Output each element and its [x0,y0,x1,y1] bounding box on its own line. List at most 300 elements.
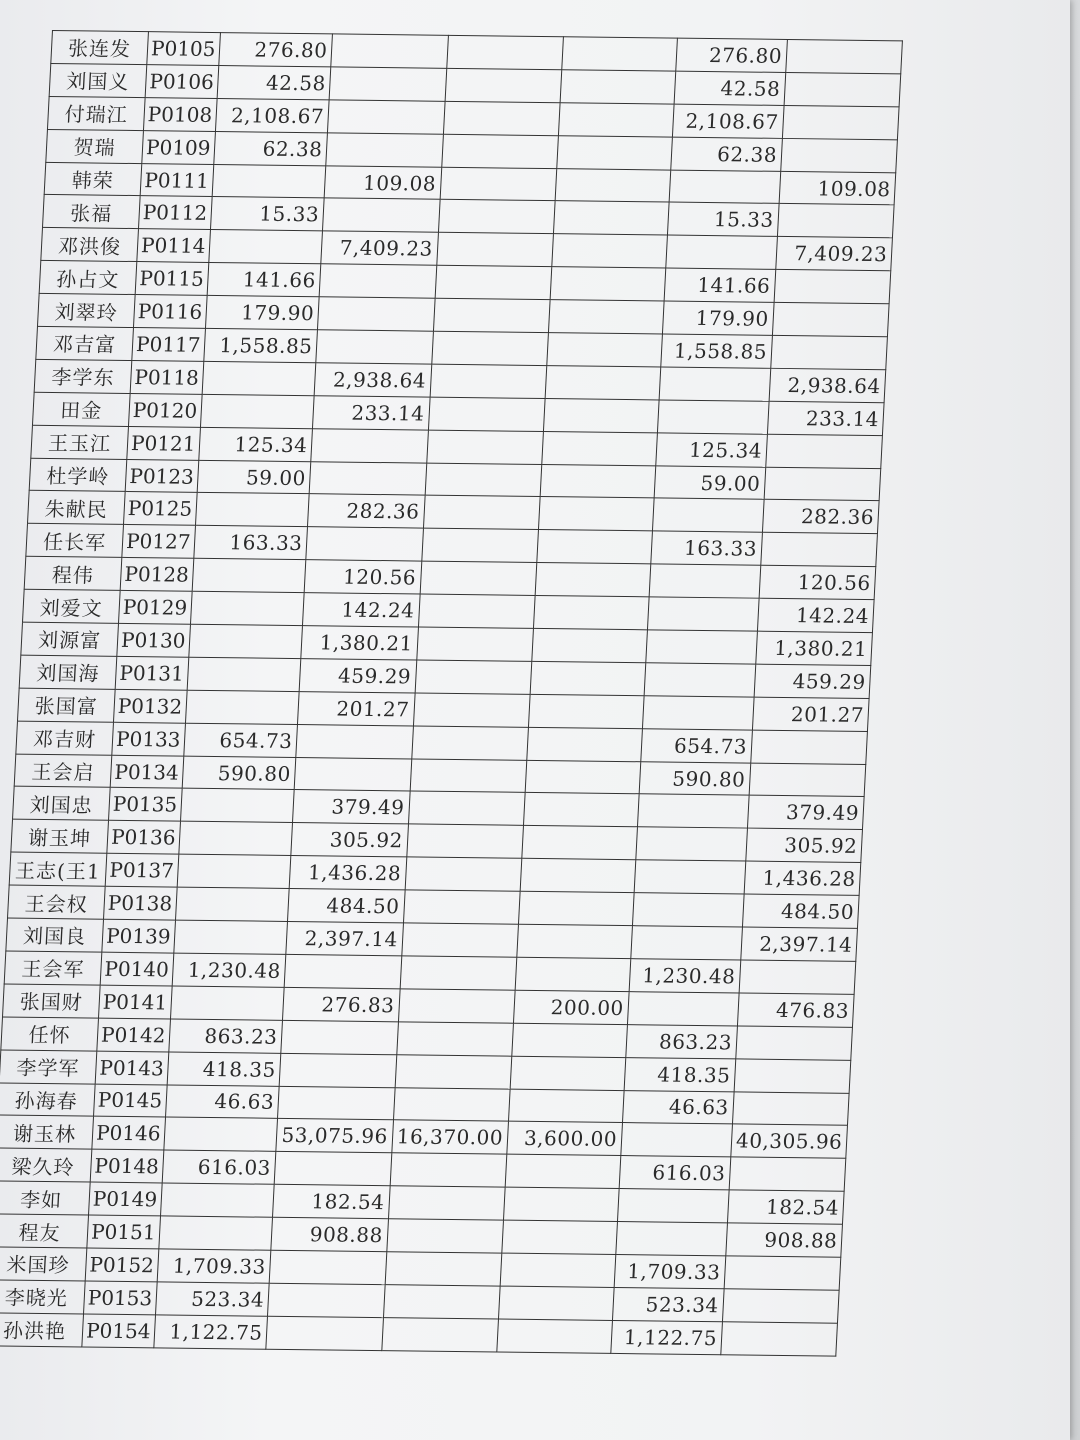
cell-code: P0120 [128,393,202,427]
cell-amount-d [518,891,634,925]
cell-amount-f: 233.14 [767,401,884,435]
cell-amount-a: 179.90 [206,296,320,330]
cell-amount-c [446,35,563,69]
cell-amount-a: 276.80 [219,33,333,67]
cell-amount-b: 484.50 [288,889,405,923]
cell-amount-c [383,1285,500,1319]
cell-code: P0127 [122,525,196,559]
cell-amount-b: 1,436.28 [290,856,407,890]
cell-amount-b: 459.29 [300,659,417,693]
cell-name: 张国财 [3,984,101,1018]
cell-name: 谢玉坤 [11,819,109,853]
cell-amount-c [425,463,542,497]
cell-amount-a: 1,122.75 [154,1315,268,1349]
cell-code: P0114 [137,229,211,263]
cell-name: 朱献民 [27,491,125,525]
cell-amount-c [388,1186,505,1220]
cell-amount-e: 62.38 [671,137,783,171]
cell-amount-d [522,826,638,860]
cell-amount-d: 200.00 [513,990,629,1024]
cell-amount-c [386,1219,503,1253]
cell-amount-b: 379.49 [293,790,410,824]
cell-amount-a: 15.33 [211,197,325,231]
cell-name: 程伟 [24,556,122,590]
cell-amount-a [191,591,305,625]
cell-amount-d [558,102,674,136]
cell-amount-d [525,760,641,794]
cell-name: 孙占文 [39,261,137,295]
cell-amount-b [319,264,436,298]
cell-amount-f [786,39,903,73]
cell-amount-a [176,887,290,921]
cell-amount-e: 616.03 [619,1156,731,1190]
cell-name: 张福 [42,195,140,229]
cell-amount-f [771,335,888,369]
cell-amount-d [528,694,644,728]
cell-amount-b: 109.08 [324,165,441,199]
cell-amount-f: 182.54 [727,1190,844,1224]
cell-amount-f: 908.88 [726,1223,843,1257]
cell-code: P0123 [125,459,199,493]
cell-name: 任长军 [26,524,124,558]
cell-code: P0106 [145,65,219,99]
cell-amount-c [406,824,523,858]
cell-name: 刘源富 [21,622,119,656]
cell-amount-b [266,1316,383,1350]
cell-amount-e: 863.23 [626,1024,738,1058]
cell-amount-c [410,759,527,793]
cell-name: 韩荣 [44,162,142,196]
cell-amount-a [186,690,300,724]
cell-code: P0134 [110,755,184,789]
cell-amount-f [784,72,901,106]
cell-amount-b [295,757,412,791]
cell-amount-f [749,763,866,797]
cell-amount-d [530,661,646,695]
cell-amount-d [548,300,664,334]
cell-amount-b [296,724,413,758]
cell-amount-a [189,624,303,658]
cell-code: P0154 [82,1314,156,1348]
cell-amount-f [781,138,898,172]
cell-amount-d [543,398,659,432]
cell-amount-c [401,923,518,957]
cell-amount-e [637,794,749,828]
cell-amount-f [774,270,891,304]
cell-amount-c [398,989,515,1023]
cell-amount-f: 2,938.64 [769,368,886,402]
cell-amount-b [309,461,426,495]
cell-amount-f [722,1289,839,1323]
cell-amount-f: 476.83 [737,993,854,1027]
cell-code: P0121 [127,426,201,460]
cell-amount-f [772,302,889,336]
cell-amount-e [621,1123,733,1157]
cell-amount-e [631,926,743,960]
cell-amount-d: 3,600.00 [507,1122,623,1156]
cell-amount-e: 179.90 [662,301,774,335]
cell-amount-a [212,164,326,198]
cell-amount-d [542,431,658,465]
cell-code: P0111 [140,163,214,197]
cell-amount-a: 616.03 [163,1150,277,1184]
cell-code: P0137 [105,853,179,887]
cell-amount-a: 1,558.85 [204,328,318,362]
cell-code: P0152 [85,1248,159,1282]
cell-amount-e: 523.34 [612,1287,724,1321]
cell-amount-e: 418.35 [624,1057,736,1091]
cell-amount-f: 1,380.21 [756,631,873,665]
cell-amount-b: 182.54 [273,1184,390,1218]
cell-name: 米国珍 [0,1247,87,1281]
cell-amount-c [426,430,543,464]
cell-name: 田金 [32,392,130,426]
cell-amount-b: 201.27 [298,691,415,725]
cell-amount-e: 654.73 [641,728,753,762]
cell-amount-d [540,464,656,498]
cell-amount-e [647,597,759,631]
cell-amount-a [159,1216,273,1250]
cell-amount-d [560,70,676,104]
ledger-table [0,30,903,1356]
cell-name: 邓洪俊 [41,228,139,262]
cell-amount-b: 7,409.23 [321,231,438,265]
cell-amount-a: 2,108.67 [216,98,330,132]
cell-amount-e: 1,709.33 [614,1254,726,1288]
cell-amount-f: 379.49 [747,796,864,830]
cell-amount-e: 46.63 [622,1090,734,1124]
cell-amount-a [203,361,317,395]
cell-amount-b [318,297,435,331]
cell-amount-e [649,564,761,598]
cell-amount-b: 908.88 [271,1217,388,1251]
cell-amount-e [652,498,764,532]
cell-code: P0125 [123,492,197,526]
cell-amount-f [766,434,883,468]
cell-amount-a: 1,230.48 [173,953,287,987]
cell-amount-e [657,400,769,434]
ledger-body [0,31,903,1356]
cell-amount-c [428,397,545,431]
cell-name: 刘翠玲 [37,293,135,327]
cell-amount-d [562,37,678,71]
cell-amount-d [500,1253,616,1287]
cell-amount-c [381,1317,498,1351]
cell-name: 张国富 [18,688,116,722]
cell-amount-b [280,1053,397,1087]
cell-amount-d [520,859,636,893]
cell-amount-c [420,561,537,595]
cell-amount-f: 120.56 [759,565,876,599]
cell-amount-f [729,1157,846,1191]
cell-amount-a: 141.66 [207,263,321,297]
cell-amount-d [512,1023,628,1057]
cell-amount-a: 42.58 [217,65,331,99]
cell-name: 杜学岭 [29,458,127,492]
cell-amount-f: 459.29 [754,664,871,698]
cell-amount-c [440,167,557,201]
cell-code: P0149 [89,1182,163,1216]
cell-amount-f [724,1256,841,1290]
cell-amount-b [275,1152,392,1186]
cell-amount-a [178,854,292,888]
cell-amount-c [415,660,532,694]
cell-amount-c [405,857,522,891]
cell-amount-e: 163.33 [651,531,763,565]
cell-amount-c [436,233,553,267]
cell-amount-b: 233.14 [313,396,430,430]
cell-amount-a: 62.38 [214,131,328,165]
cell-amount-b [306,527,423,561]
cell-amount-a: 125.34 [199,427,313,461]
cell-amount-f [734,1059,851,1093]
cell-amount-b [326,133,443,167]
cell-name: 李学东 [34,359,132,393]
cell-code: P0118 [130,360,204,394]
cell-amount-b: 142.24 [303,593,420,627]
cell-amount-c [443,101,560,135]
cell-amount-e [627,991,739,1025]
cell-amount-b: 282.36 [308,494,425,528]
cell-amount-d [550,267,666,301]
cell-code: P0140 [100,952,174,986]
cell-amount-f: 1,436.28 [744,861,861,895]
cell-amount-c [408,791,525,825]
cell-amount-f [736,1026,853,1060]
cell-amount-f: 282.36 [762,500,879,534]
cell-amount-e: 59.00 [654,465,766,499]
cell-name: 邓吉财 [16,721,114,755]
cell-amount-a: 654.73 [184,723,298,757]
cell-name: 谢玉林 [0,1115,94,1149]
cell-amount-e [644,663,756,697]
cell-code: P0138 [104,886,178,920]
cell-amount-b [311,428,428,462]
cell-amount-a [193,559,307,593]
cell-amount-e [659,367,771,401]
cell-amount-b: 1,380.21 [301,626,418,660]
cell-code: P0153 [84,1281,158,1315]
cell-code: P0105 [147,32,221,66]
cell-amount-a: 1,709.33 [158,1249,272,1283]
cell-amount-c [418,594,535,628]
cell-amount-c [438,200,555,234]
cell-amount-c [411,726,528,760]
cell-name: 张连发 [51,31,149,65]
cell-amount-c [400,956,517,990]
cell-amount-d [532,628,648,662]
cell-amount-e: 590.80 [639,761,751,795]
cell-amount-c: 16,370.00 [391,1120,508,1154]
cell-amount-f: 2,397.14 [741,927,858,961]
cell-code: P0139 [102,919,176,953]
cell-amount-d [508,1089,624,1123]
cell-code: P0136 [107,821,181,855]
cell-code: P0132 [113,689,187,723]
cell-amount-e: 276.80 [676,38,788,72]
cell-amount-c [393,1087,510,1121]
cell-name: 付瑞江 [47,96,145,130]
cell-amount-d [538,497,654,531]
cell-name: 王会军 [4,951,102,985]
cell-amount-f: 40,305.96 [731,1124,848,1158]
cell-amount-e: 42.58 [674,71,786,105]
cell-amount-c [423,496,540,530]
cell-amount-b [278,1086,395,1120]
cell-amount-a [196,493,310,527]
cell-amount-f [721,1322,838,1356]
cell-amount-d [552,234,668,268]
cell-amount-c [416,627,533,661]
cell-amount-e [646,630,758,664]
cell-amount-b: 120.56 [305,560,422,594]
cell-name: 邓吉富 [36,326,134,360]
cell-amount-c [445,68,562,102]
cell-name: 贺瑞 [46,129,144,163]
cell-amount-a: 59.00 [198,460,312,494]
cell-amount-a: 46.63 [166,1084,280,1118]
cell-amount-e [632,893,744,927]
cell-amount-d [502,1220,618,1254]
cell-amount-d [497,1319,613,1353]
cell-name: 任怀 [1,1017,99,1051]
cell-code: P0145 [94,1084,168,1118]
cell-amount-f: 7,409.23 [776,237,893,271]
cell-code: P0109 [142,130,216,164]
cell-amount-b [270,1250,387,1284]
cell-amount-b [268,1283,385,1317]
cell-code: P0148 [90,1149,164,1183]
cell-amount-c [433,298,550,332]
cell-amount-a: 863.23 [169,1019,283,1053]
cell-amount-b: 2,397.14 [286,921,403,955]
cell-amount-f: 201.27 [752,697,869,731]
cell-amount-d [537,530,653,564]
cell-amount-f [764,467,881,501]
cell-name: 王会启 [14,754,112,788]
cell-name: 李学军 [0,1050,97,1084]
cell-amount-d [503,1187,619,1221]
cell-amount-f [782,105,899,139]
cell-name: 梁久玲 [0,1148,92,1182]
cell-amount-d [535,563,651,597]
cell-name: 李如 [0,1181,90,1215]
cell-amount-a [209,230,323,264]
cell-code: P0151 [87,1215,161,1249]
cell-code: P0116 [133,295,207,329]
cell-amount-a: 163.33 [194,526,308,560]
cell-name: 刘国海 [19,655,117,689]
cell-amount-a [181,789,295,823]
cell-amount-f: 305.92 [746,828,863,862]
cell-code: P0141 [99,985,173,1019]
cell-amount-a [179,822,293,856]
cell-amount-b [329,67,446,101]
cell-amount-a [164,1117,278,1151]
cell-amount-c [431,331,548,365]
cell-amount-e: 1,230.48 [629,959,741,993]
cell-name: 刘国义 [49,63,147,97]
cell-amount-f [732,1091,849,1125]
cell-amount-d [545,365,661,399]
cell-amount-b [285,954,402,988]
cell-amount-c [421,528,538,562]
cell-amount-e [666,235,778,269]
cell-amount-c [403,890,520,924]
cell-amount-d [517,924,633,958]
cell-amount-d [555,168,671,202]
cell-amount-e: 2,108.67 [672,104,784,138]
ledger-table-wrapper [0,30,903,1356]
cell-amount-d [547,333,663,367]
cell-amount-e: 125.34 [656,433,768,467]
cell-name: 王会权 [8,885,106,919]
cell-amount-e: 141.66 [664,268,776,302]
cell-amount-d [498,1286,614,1320]
cell-amount-e [634,860,746,894]
cell-name: 刘爱文 [22,589,120,623]
cell-amount-c [430,364,547,398]
cell-amount-c [390,1153,507,1187]
cell-amount-c [441,134,558,168]
cell-amount-c [385,1252,502,1286]
cell-amount-f: 484.50 [742,894,859,928]
cell-amount-b [323,198,440,232]
cell-amount-a [188,657,302,691]
cell-name: 王玉江 [31,425,129,459]
cell-code: P0133 [112,722,186,756]
cell-amount-d [557,135,673,169]
cell-amount-a: 418.35 [168,1052,282,1086]
cell-code: P0108 [143,97,217,131]
cell-code: P0146 [92,1116,166,1150]
cell-amount-b [281,1020,398,1054]
cell-name: 刘国良 [6,918,104,952]
cell-amount-c [395,1054,512,1088]
cell-amount-e [636,827,748,861]
cell-amount-d [510,1056,626,1090]
cell-amount-e [669,170,781,204]
cell-amount-c [435,265,552,299]
cell-amount-e: 1,558.85 [661,334,773,368]
cell-amount-a [201,394,315,428]
cell-amount-b [331,34,448,68]
cell-amount-a: 523.34 [156,1282,270,1316]
cell-amount-b: 276.83 [283,987,400,1021]
cell-amount-c [396,1022,513,1056]
cell-amount-d [523,793,639,827]
cell-amount-a [161,1183,275,1217]
cell-amount-d [533,596,649,630]
cell-amount-f [761,533,878,567]
cell-amount-a [174,920,288,954]
cell-code: P0131 [115,656,189,690]
cell-amount-b: 305.92 [291,823,408,857]
cell-amount-e [617,1189,729,1223]
cell-amount-c [413,693,530,727]
cell-amount-b [328,100,445,134]
cell-amount-e: 15.33 [667,203,779,237]
cell-amount-b: 53,075.96 [276,1119,393,1153]
cell-code: P0128 [120,558,194,592]
cell-name: 孙洪艳 [0,1313,84,1347]
cell-amount-e [616,1222,728,1256]
cell-name: 孙海春 [0,1082,95,1116]
cell-code: P0129 [118,591,192,625]
cell-amount-a: 590.80 [183,756,297,790]
cell-amount-b: 2,938.64 [314,363,431,397]
cell-amount-b [316,330,433,364]
